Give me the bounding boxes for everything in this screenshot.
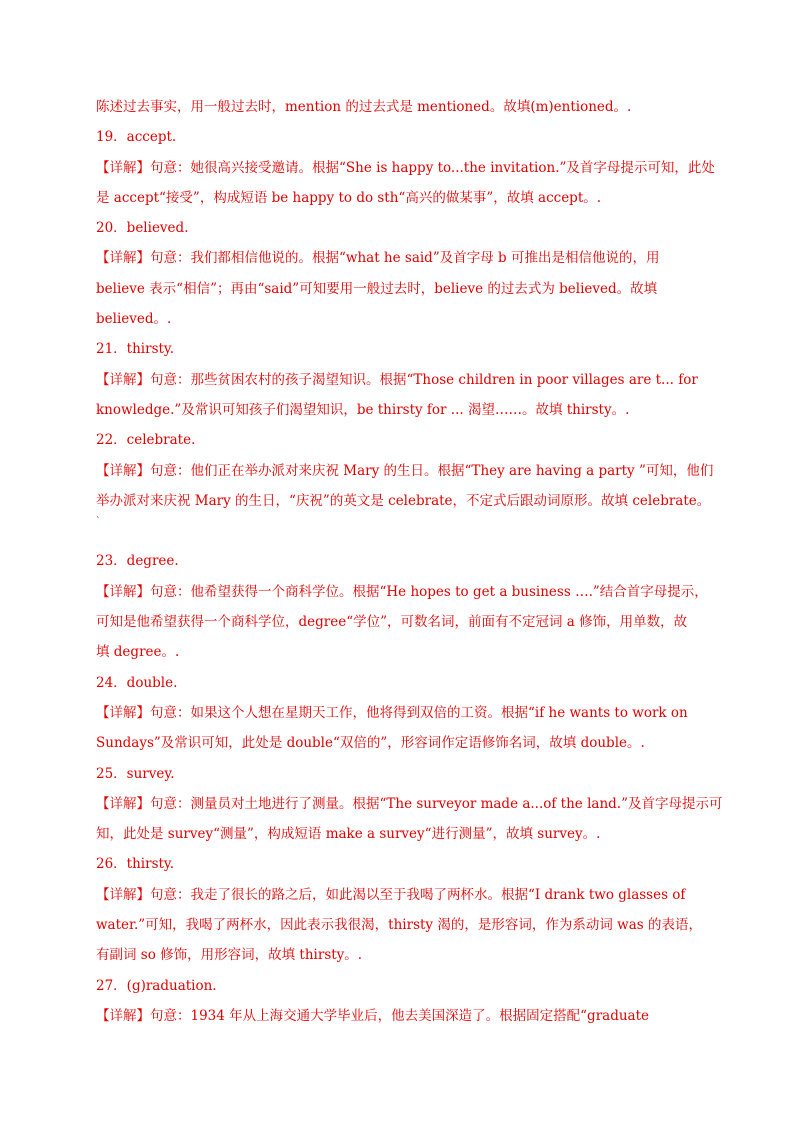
explanation-line: Sundays”及常识可知，此处是 double“双倍的”，形容词作定语修饰名词，故填 double。. bbox=[96, 735, 645, 752]
explanation-line: water.”可知，我喝了两杯水，因此表示我很渴，thirsty 渴的，是形容词，作为系动词 was 的表语， bbox=[96, 917, 702, 934]
question-number-25: 25．survey. bbox=[96, 765, 175, 782]
explanation-line: 有副词 so 修饰，用形容词，故填 thirsty。. bbox=[96, 947, 363, 964]
explanation-line: 【详解】句意：那些贫困农村的孩子渴望知识。根据“Those children in poor villages are t... for bbox=[96, 371, 698, 388]
explanation-line: 【详解】句意：如果这个人想在星期天工作，他将得到双倍的工资。根据“if he wants to work on bbox=[96, 704, 688, 721]
explanation-line: 【详解】句意：我走了很长的路之后，如此渴以至于我喝了两杯水。根据“I drank two glasses of bbox=[96, 886, 686, 903]
stray-mark: ` bbox=[96, 517, 101, 528]
explanation-line: 可知是他希望获得一个商科学位，degree“学位”，可数名词，前面有不定冠词 a 修饰，用单数，故 bbox=[96, 614, 688, 631]
question-number-20: 20．believed. bbox=[96, 220, 189, 237]
explanation-line: 【详解】句意：测量员对土地进行了测量。根据“The surveyor made a...of the land.”及首字母提示可 bbox=[96, 795, 723, 812]
question-number-24: 24．double. bbox=[96, 674, 178, 691]
explanation-line: 【详解】句意：他希望获得一个商科学位。根据“He hopes to get a business ….”结合首字母提示， bbox=[96, 583, 708, 600]
explanation-line: 是 accept“接受”，构成短语 be happy to do sth“高兴的做某事”，故填 accept。. bbox=[96, 189, 602, 206]
question-number-23: 23．degree. bbox=[96, 553, 179, 570]
explanation-line: 【详解】句意：她很高兴接受邀请。根据“She is happy to...the invitation.”及首字母提示可知，此处 bbox=[96, 159, 715, 176]
explanation-line: 填 degree。. bbox=[96, 644, 180, 661]
explanation-line: knowledge.”及常识可知孩子们渴望知识，be thirsty for ... 渴望……。故填 thirsty。. bbox=[96, 401, 630, 418]
question-number-27: 27．(g)raduation. bbox=[96, 977, 217, 994]
explanation-line: 举办派对来庆祝 Mary 的生日，“庆祝”的英文是 celebrate，不定式后跟动词原形。故填 celebrate。 bbox=[96, 492, 711, 509]
explanation-line: believed。. bbox=[96, 311, 172, 328]
explanation-line: 知，此处是 survey“测量”，构成短语 make a survey“进行测量”，故填 survey。. bbox=[96, 826, 601, 843]
question-number-19: 19．accept. bbox=[96, 129, 177, 146]
explanation-line: believe 表示“相信”；再由“said”可知要用一般过去时，believe 的过去式为 believed。故填 bbox=[96, 280, 658, 297]
question-number-22: 22．celebrate. bbox=[96, 432, 196, 449]
explanation-line: 【详解】句意：1934 年从上海交通大学毕业后，他去美国深造了。根据固定搭配“graduate bbox=[96, 1007, 649, 1024]
explanation-line: 【详解】句意：他们正在举办派对来庆祝 Mary 的生日。根据“They are having a party ”可知，他们 bbox=[96, 462, 714, 479]
explanation-line: 【详解】句意：我们都相信他说的。根据“what he said”及首字母 b 可推出是相信他说的，用 bbox=[96, 250, 660, 267]
question-number-26: 26．thirsty. bbox=[96, 856, 175, 873]
text-line: 陈述过去事实，用一般过去时，mention 的过去式是 mentioned。故填(m)entioned。. bbox=[96, 99, 632, 115]
document-page bbox=[96, 92, 723, 1031]
question-number-21: 21．thirsty. bbox=[96, 341, 175, 358]
